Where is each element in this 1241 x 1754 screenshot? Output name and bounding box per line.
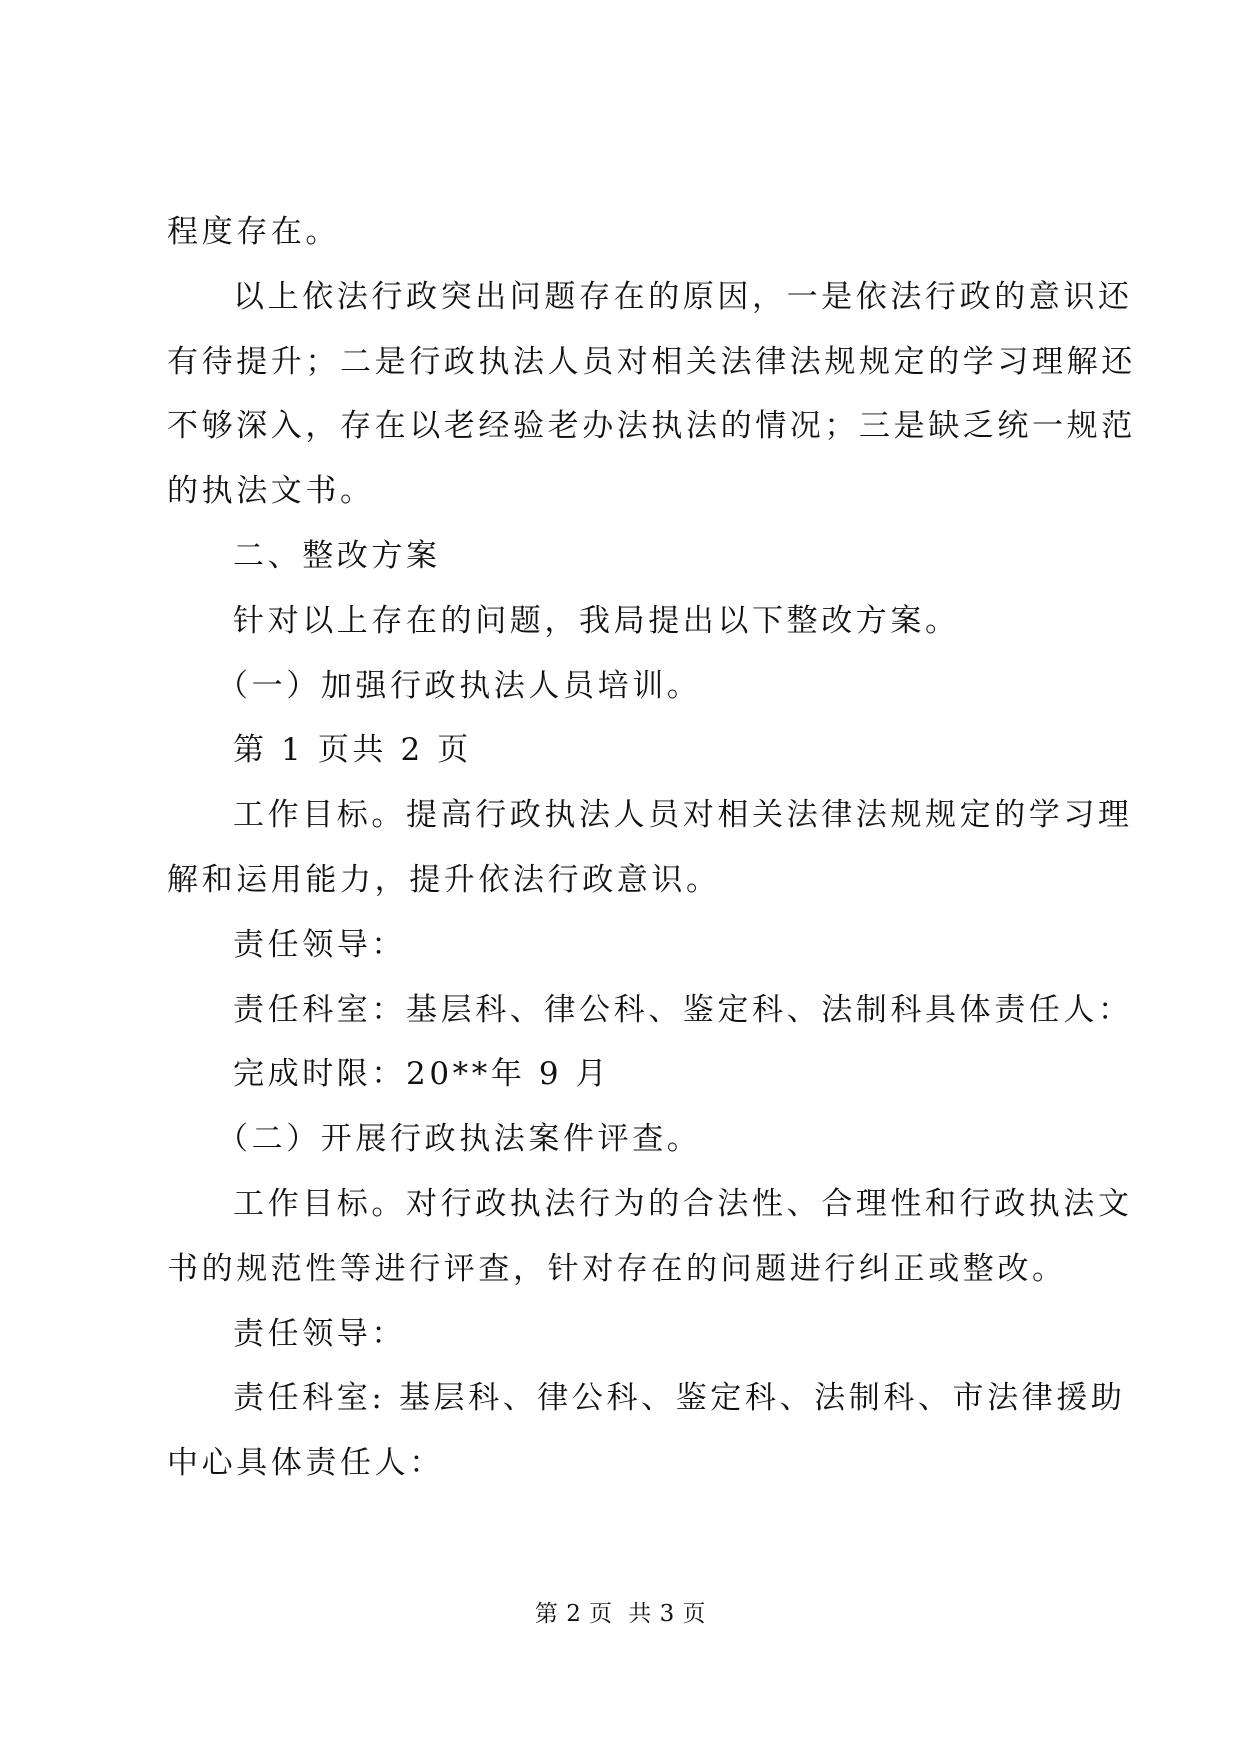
responsible-dept-line: 责任科室：基层科、律公科、鉴定科、法制科具体责任人： [233,991,1133,1028]
document-body [167,200,1136,1496]
paragraph-line: 程度存在。 [167,214,340,250]
subsection-heading: （二）开展行政执法案件评查。 [217,1121,702,1158]
paragraph-line: 工作目标。对行政执法行为的合法性、合理性和行政执法文 [233,1185,1133,1222]
paragraph-line: 不够深入，存在以老经验老办法执法的情况；三是缺乏统一规范 [167,408,1136,445]
page-footer: 第 2 页 共 3 页 [534,1601,707,1627]
paragraph-line: 中心具体责任人： [167,1445,444,1482]
responsible-leader-line: 责任领导： [233,926,406,963]
paragraph-line: 针对以上存在的问题，我局提出以下整改方案。 [233,602,960,639]
deadline-line: 完成时限：20**年 9 月 [233,1056,611,1093]
section-heading: 二、整改方案 [233,537,441,574]
paragraph-line: 的执法文书。 [167,473,375,510]
responsible-leader-line: 责任领导： [233,1315,406,1352]
paragraph-line: 解和运用能力，提升依法行政意识。 [167,861,721,898]
paragraph-line: 书的规范性等进行评查，针对存在的问题进行纠正或整改。 [167,1250,1067,1287]
paragraph-line: 有待提升；二是行政执法人员对相关法律法规规定的学习理解还 [167,343,1136,380]
subsection-heading: （一）加强行政执法人员培训。 [217,667,702,704]
paragraph-line: 工作目标。提高行政执法人员对相关法律法规规定的学习理 [233,797,1133,834]
responsible-dept-line: 责任科室: 基层科、律公科、鉴定科、法制科、市法律援助 [233,1380,1126,1417]
inline-page-marker: 第 1 页共 2 页 [233,732,472,769]
paragraph-line: 以上依法行政突出问题存在的原因，一是依法行政的意识还 [233,278,1133,315]
